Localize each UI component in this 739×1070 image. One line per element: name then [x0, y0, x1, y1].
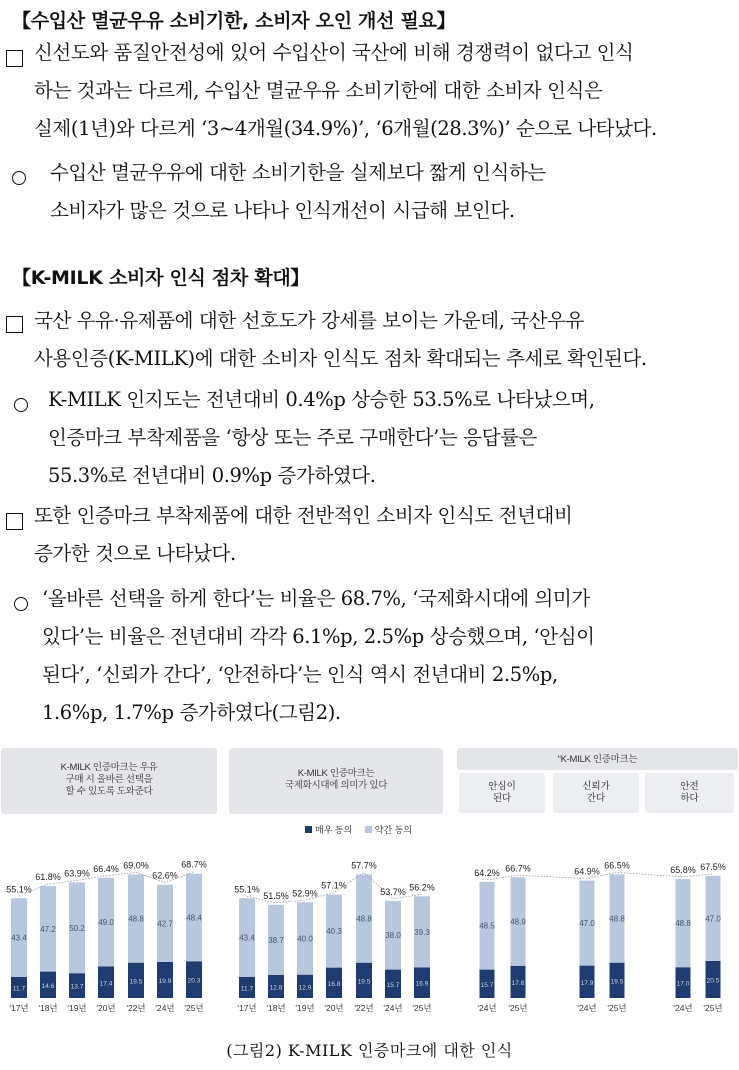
tick-label: '24년 [673, 1003, 693, 1013]
data-label-total: 52.9% [292, 888, 318, 899]
legend-label: 약간 동의 [374, 825, 413, 835]
data-label-strong: 17.9 [580, 979, 594, 987]
group-label-line: 된다 [492, 793, 512, 804]
chart-title-line: 할 수 있도록 도와준다 [65, 786, 153, 797]
data-label-slight: 42.7 [157, 919, 173, 929]
data-label-total: 66.5% [604, 860, 630, 871]
data-label-strong: 19.5 [129, 978, 143, 986]
tick-label: '25년 [508, 1003, 528, 1013]
group-label-line: 간다 [586, 793, 606, 804]
chart-title-line: K-MILK 인증마크는 [297, 768, 375, 779]
data-label-strong: 17.8 [511, 979, 525, 987]
data-label-strong: 19.5 [357, 978, 371, 986]
data-label-slight: 40.0 [297, 934, 313, 944]
tick-label: '18년 [38, 1003, 58, 1013]
text-line: 수입산 멸균우유에 대한 소비기한을 실제보다 짧게 인식하는 [50, 161, 546, 184]
tick-label: '24년 [577, 1003, 597, 1013]
text-line: 신선도와 품질안전성에 있어 수입산이 국산에 비해 경쟁력이 없다고 인식 [34, 41, 634, 64]
data-label-slight: 43.4 [239, 933, 255, 943]
data-label-total: 69.0% [123, 860, 149, 871]
text-line: 또한 인증마크 부착제품에 대한 전반적인 소비자 인식도 전년대비 [34, 504, 573, 527]
data-label-slight: 47.2 [40, 924, 56, 934]
tick-label: '22년 [354, 1003, 374, 1013]
data-label-strong: 12.9 [298, 984, 312, 992]
chart-title-line: 구매 시 올바른 선택을 [65, 774, 153, 785]
data-label-slight: 38.7 [268, 935, 284, 945]
tick-label: '24년 [477, 1003, 497, 1013]
data-label-total: 66.7% [505, 863, 531, 874]
tick-label: '25년 [412, 1003, 432, 1013]
data-label-strong: 13.7 [70, 983, 84, 991]
data-label-total: 55.1% [234, 884, 260, 895]
data-label-strong: 16.8 [327, 980, 341, 988]
data-label-strong: 19.9 [158, 977, 172, 985]
tick-label: '22년 [126, 1003, 146, 1013]
tick-label: '25년 [184, 1003, 204, 1013]
data-label-slight: 38.0 [385, 931, 401, 941]
data-label-total: 56.2% [409, 882, 435, 893]
data-label-strong: 20.5 [706, 977, 720, 985]
tick-label: '18년 [266, 1003, 286, 1013]
text-line: 증가한 것으로 나타났다. [34, 542, 236, 565]
data-label-total: 53.7% [380, 886, 406, 897]
data-label-slight: 48.8 [128, 914, 144, 924]
legend-label: 매우 동의 [315, 825, 353, 835]
data-label-slight: 48.8 [609, 914, 625, 924]
data-label-slight: 48.5 [479, 921, 495, 931]
group-label-line: 안전 [680, 781, 699, 792]
data-label-total: 68.7% [181, 859, 207, 870]
data-label-slight: 48.8 [356, 914, 372, 924]
data-label-strong: 16.9 [415, 980, 429, 988]
tick-label: '20년 [96, 1003, 116, 1013]
text-line: 사용인증(K-MILK)에 대한 소비자 인식도 점차 확대되는 추세로 확인된다. [34, 347, 647, 370]
text-line: 있다’는 비율은 전년대비 각각 6.1%p, 2.5%p 상승했으며, ‘안심이 [42, 625, 595, 648]
text-line: 하는 것과는 다르게, 수입산 멸균우유 소비기한에 대한 소비자 인식은 [34, 79, 603, 102]
data-label-slight: 47.0 [705, 914, 721, 924]
tick-label: '24년 [155, 1003, 175, 1013]
text-line: 소비자가 많은 것으로 나타나 인식개선이 시급해 보인다. [50, 199, 515, 222]
text-line: 국산 우유·유제품에 대한 선호도가 강세를 보이는 가운데, 국산우유 [34, 309, 584, 332]
section-heading-imported-milk: 【수입산 멸균우유 소비기한, 소비자 오인 개선 필요】 [12, 10, 456, 32]
data-label-strong: 17.4 [99, 980, 113, 988]
data-label-strong: 17.0 [676, 980, 690, 988]
data-label-total: 55.1% [6, 884, 32, 895]
data-label-slight: 39.3 [414, 927, 430, 937]
data-label-total: 66.4% [93, 863, 119, 874]
data-label-strong: 11.7 [240, 985, 254, 993]
group-label-line: 신뢰가 [582, 781, 610, 792]
data-label-total: 57.7% [351, 860, 377, 871]
tick-label: '17년 [237, 1003, 257, 1013]
chart-title-line: K-MILK 인증마크는 우유 [60, 762, 158, 773]
figure-caption: (그림2) K-MILK 인증마크에 대한 인식 [226, 1041, 513, 1060]
text-line: 실제(1년)와 다르게 ‘3~4개월(34.9%)’, ‘6개월(28.3%)’ 순으로 나타났다. [34, 117, 657, 140]
data-label-total: 64.2% [474, 867, 500, 878]
group-label-line: 안심이 [488, 781, 516, 792]
text-line: 55.3%로 전년대비 0.9%p 증가하였다. [48, 464, 376, 487]
data-label-strong: 19.5 [610, 978, 624, 986]
data-label-total: 64.9% [574, 866, 600, 877]
tick-label: '24년 [383, 1003, 403, 1013]
text-line: ‘올바른 선택을 하게 한다’는 비율은 68.7%, ‘국제화시대에 의미가 [42, 587, 590, 610]
data-label-slight: 47.0 [579, 919, 595, 929]
chart-title-line: 국제화시대에 의미가 있다 [284, 780, 388, 791]
tick-label: '25년 [703, 1003, 723, 1013]
data-label-slight: 48.9 [510, 917, 526, 927]
data-label-strong: 11.7 [12, 985, 26, 993]
chart-title-line: “K-MILK 인증마크는 [557, 754, 638, 765]
data-label-slight: 40.3 [326, 927, 342, 937]
data-label-slight: 48.4 [186, 913, 202, 923]
data-label-total: 62.6% [152, 870, 178, 881]
data-label-total: 65.8% [670, 864, 696, 875]
data-label-slight: 50.2 [69, 923, 85, 933]
data-label-total: 57.1% [321, 880, 347, 891]
text-line: 1.6%p, 1.7%p 증가하였다(그림2). [42, 701, 341, 724]
data-label-strong: 14.6 [41, 982, 55, 990]
text-line: 인증마크 부착제품을 ‘항상 또는 주로 구매한다’는 응답률은 [48, 426, 537, 449]
group-label-line: 하다 [680, 793, 699, 804]
text-line: 된다’, ‘신뢰가 간다’, ‘안전하다’는 인식 역시 전년대비 2.5%p, [42, 663, 558, 686]
data-label-total: 61.8% [35, 872, 61, 883]
tick-label: '19년 [295, 1003, 315, 1013]
tick-label: '25년 [607, 1003, 627, 1013]
data-label-strong: 20.3 [187, 977, 201, 985]
tick-label: '20년 [324, 1003, 344, 1013]
data-label-strong: 15.7 [480, 981, 494, 989]
data-label-total: 67.5% [700, 861, 726, 872]
tick-label: '19년 [67, 1003, 87, 1013]
section-heading-k-milk: 【K-MILK 소비자 인식 점차 확대】 [12, 267, 310, 289]
data-label-strong: 12.8 [269, 984, 283, 992]
data-label-total: 63.9% [64, 868, 90, 879]
tick-label: '17년 [9, 1003, 29, 1013]
data-label-total: 51.5% [263, 890, 289, 901]
data-label-slight: 48.8 [675, 919, 691, 929]
data-label-slight: 49.0 [98, 918, 114, 928]
text-line: K-MILK 인지도는 전년대비 0.4%p 상승한 53.5%로 나타났으며, [48, 388, 595, 411]
data-label-strong: 15.7 [386, 981, 400, 989]
data-label-slight: 43.4 [11, 933, 27, 943]
